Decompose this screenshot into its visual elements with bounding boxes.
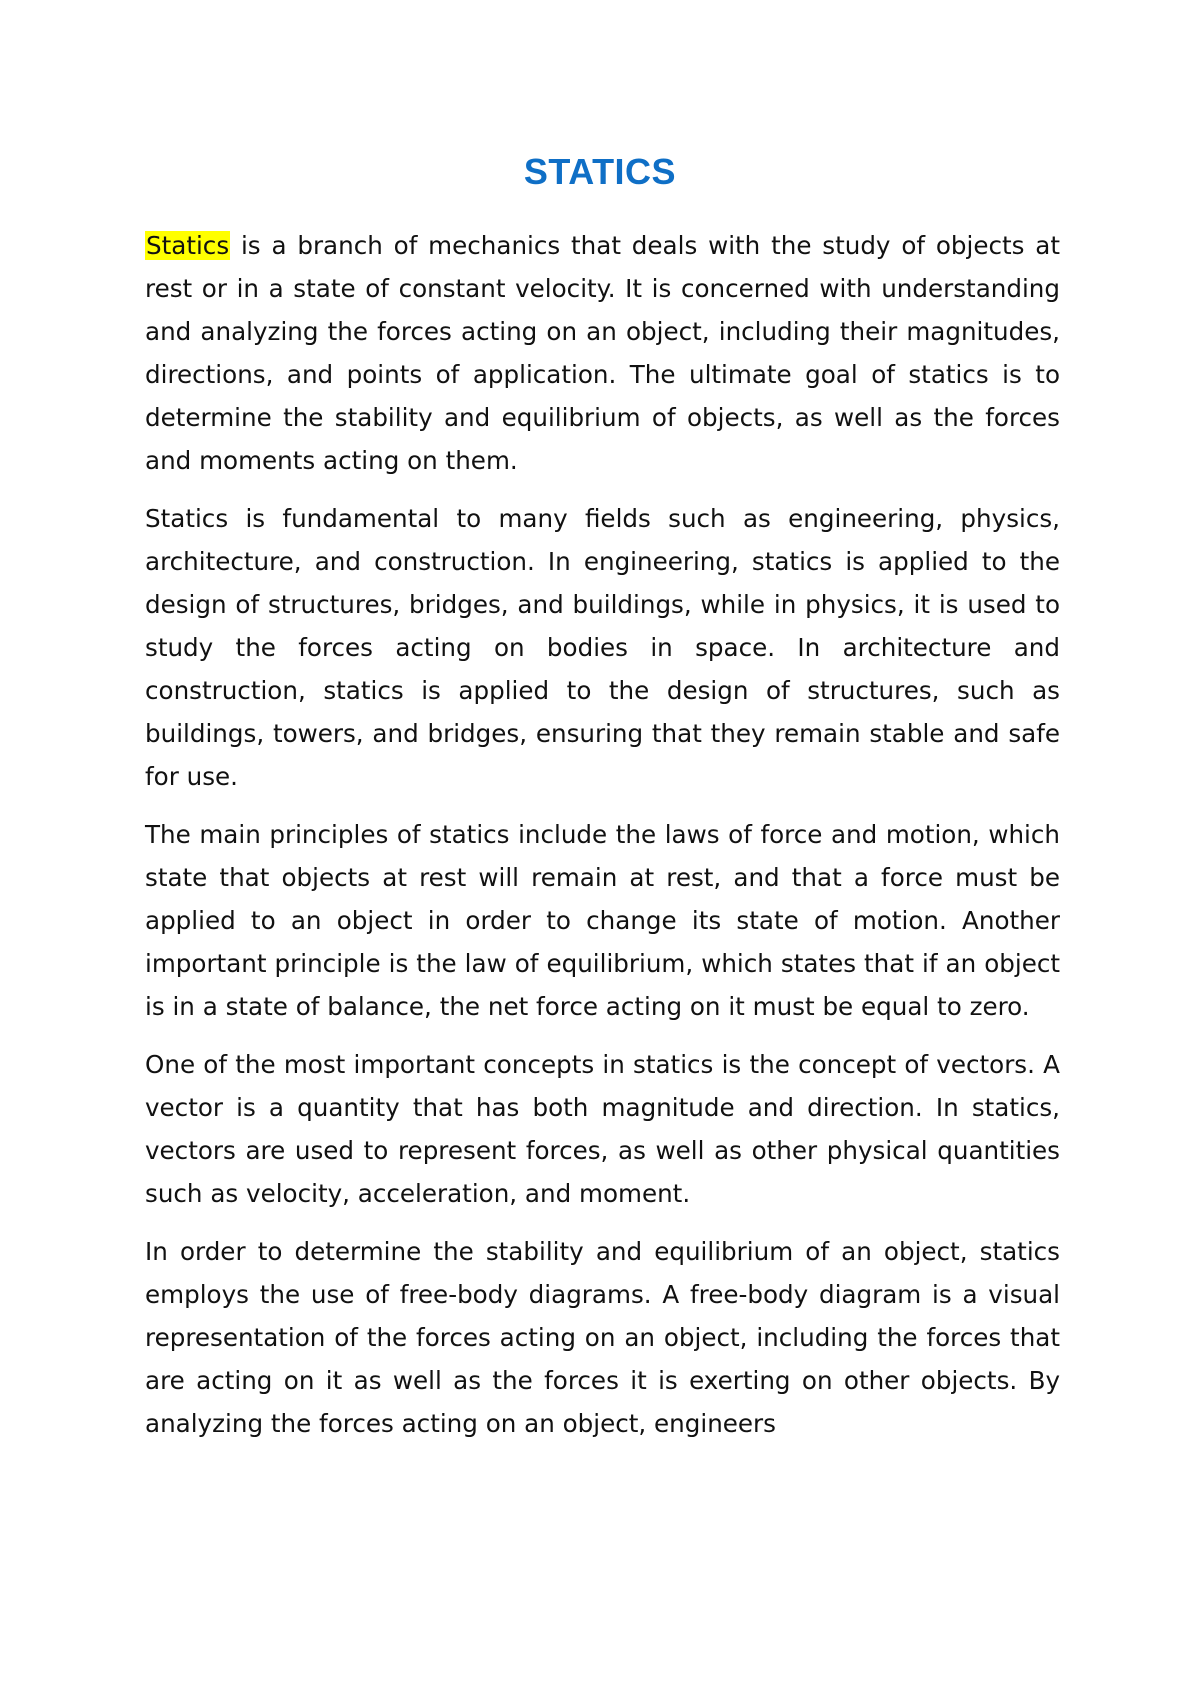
paragraph-1 xyxy=(145,224,1060,482)
paragraph-4: One of the most important concepts in statics is the concept of vectors. A vector is a quantity that has both magnitude and direction. In statics, vectors are used to represent forces, as well as other physical quantities such as velocity, acceleration, and moment. xyxy=(145,1050,1060,1208)
document-body xyxy=(145,224,1060,1460)
paragraph-5: In order to determine the stability and equilibrium of an object, statics employs the use of free-body diagrams. A free-body diagram is a visual representation of the forces acting on an object, including the forces that are acting on it as well as the forces it is exerting on other objects. By analyzing the forces acting on an object, engineers xyxy=(145,1237,1060,1438)
paragraph-3: The main principles of statics include the laws of force and motion, which state that objects at rest will remain at rest, and that a force must be applied to an object in order to change its state of motion. Another important principle is the law of equilibrium, which states that if an object is in a state of balance, the net force acting on it must be equal to zero. xyxy=(145,820,1060,1021)
document-title: STATICS xyxy=(523,151,677,192)
highlighted-term: Statics xyxy=(146,231,230,260)
paragraph-2: Statics is fundamental to many fields such as engineering, physics, architecture, and construction. In engineering, statics is applied to the design of structures, bridges, and buildings, while in physics, it is used to study the forces acting on bodies in space. In architecture and construction, statics is applied to the design of structures, such as buildings, towers, and bridges, ensuring that they remain stable and safe for use. xyxy=(145,504,1060,791)
paragraph-1-text: is a branch of mechanics that deals with the study of objects at rest or in a state of constant velocity. It is concerned with understanding and analyzing the forces acting on an object, including their magnitudes, directions, and points of application. The ultimate goal of statics is to determine the stability and equilibrium of objects, as well as the forces and moments acting on them. xyxy=(145,231,1060,475)
